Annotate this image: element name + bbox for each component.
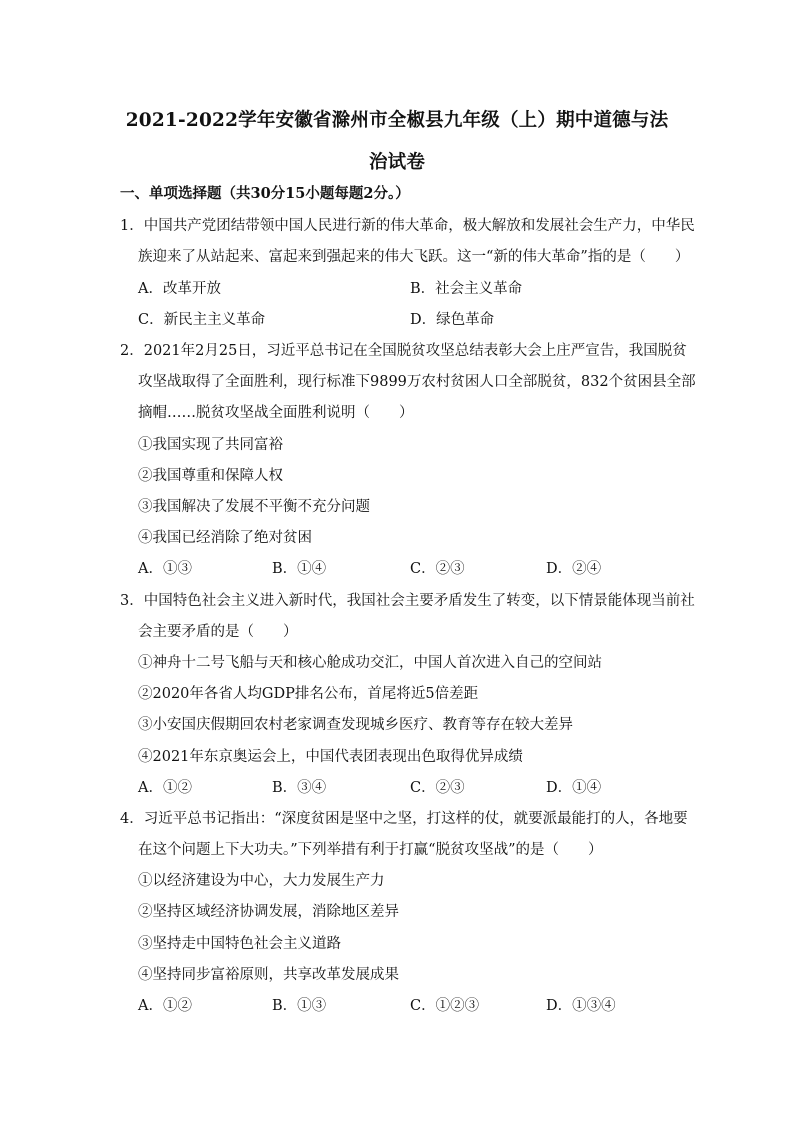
- q3-option-c: C．②③: [410, 780, 465, 796]
- q2-statement-3: ③我国解决了发展不平衡不充分问题: [138, 499, 370, 515]
- q2-option-a: A．①③: [138, 561, 192, 577]
- q4-option-d: D．①③④: [546, 998, 616, 1014]
- section-heading: 一、单项选择题（共30分15小题每题2分。）: [120, 185, 410, 202]
- q2-statement-4: ④我国已经消除了绝对贫困: [138, 530, 312, 546]
- q2-stem-line1: 2．2021年2月25日，习近平总书记在全国脱贫攻坚总结表彰大会上庄严宣告，我国脱贫: [120, 343, 687, 359]
- q2-statement-1: ①我国实现了共同富裕: [138, 437, 283, 453]
- q1-option-a: A．改革开放: [138, 281, 221, 297]
- exam-title-line1: 2021-2022学年安徽省滁州市全椒县九年级（上）期中道德与法: [125, 110, 669, 131]
- q4-statement-1: ①以经济建设为中心，大力发展生产力: [138, 873, 385, 889]
- q4-option-a: A．①②: [138, 998, 192, 1014]
- q3-option-a: A．①②: [138, 780, 192, 796]
- q1-stem-line1: 1．中国共产党团结带领中国人民进行新的伟大革命，极大解放和发展社会生产力，中华民: [120, 218, 695, 234]
- q3-stem-line1: 3．中国特色社会主义进入新时代，我国社会主要矛盾发生了转变，以下情景能体现当前社: [120, 593, 695, 609]
- q1-option-b: B．社会主义革命: [410, 281, 523, 297]
- q3-option-d: D．①④: [546, 780, 602, 796]
- q4-stem-line2: 在这个问题上下大功夫。”下列举措有利于打赢“脱贫攻坚战”的是（ ）: [138, 842, 603, 858]
- q2-option-c: C．②③: [410, 561, 465, 577]
- q3-statement-1: ①神舟十二号飞船与天和核心舱成功交汇，中国人首次进入自己的空间站: [138, 655, 602, 671]
- q4-option-b: B．①③: [272, 998, 327, 1014]
- q2-stem-line3: 摘帽……脱贫攻坚战全面胜利说明（ ）: [138, 405, 414, 421]
- q4-statement-3: ③坚持走中国特色社会主义道路: [138, 936, 341, 952]
- q2-option-d: D．②④: [546, 561, 602, 577]
- q3-stem-line2: 会主要矛盾的是（ ）: [138, 624, 298, 640]
- q3-statement-2: ②2020年各省人均GDP排名公布，首尾将近5倍差距: [138, 686, 479, 702]
- q1-stem-line2: 族迎来了从站起来、富起来到强起来的伟大飞跃。这一“新的伟大革命”指的是（ ）: [138, 249, 690, 265]
- q2-stem-line2: 攻坚战取得了全面胜利，现行标准下9899万农村贫困人口全部脱贫，832个贫困县全部: [138, 374, 696, 390]
- q1-option-d: D．绿色革命: [410, 312, 495, 328]
- q2-option-b: B．①④: [272, 561, 327, 577]
- q4-stem-line1: 4．习近平总书记指出：“深度贫困是坚中之坚，打这样的仗，就要派最能打的人，各地要: [120, 811, 688, 827]
- q3-statement-4: ④2021年东京奥运会上，中国代表团表现出色取得优异成绩: [138, 749, 523, 765]
- q4-statement-2: ②坚持区域经济协调发展，消除地区差异: [138, 904, 399, 920]
- exam-title-line2: 治试卷: [368, 152, 426, 173]
- q3-statement-3: ③小安国庆假期回农村老家调查发现城乡医疗、教育等存在较大差异: [138, 717, 573, 733]
- q3-option-b: B．③④: [272, 780, 327, 796]
- q4-option-c: C．①②③: [410, 998, 480, 1014]
- q1-option-c: C．新民主主义革命: [138, 312, 266, 328]
- q2-statement-2: ②我国尊重和保障人权: [138, 468, 283, 484]
- q4-statement-4: ④坚持同步富裕原则，共享改革发展成果: [138, 967, 399, 983]
